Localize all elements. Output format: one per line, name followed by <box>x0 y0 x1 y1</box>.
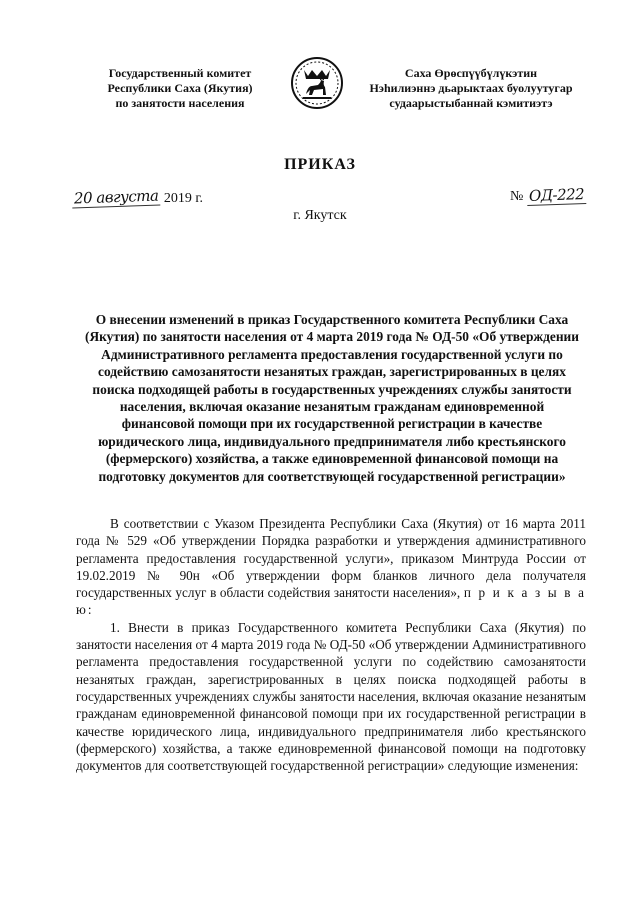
yakutia-coat-of-arms-icon <box>290 56 344 110</box>
document-title: ПРИКАЗ <box>284 156 356 173</box>
issuer-line: Государственный комитет <box>108 66 252 80</box>
order-word: п р и к а з ы в а ю: <box>76 585 587 618</box>
handwritten-date: 20 августа <box>72 186 161 208</box>
issuer-line: судаарыстыбаннай кэмитиэтэ <box>389 96 553 110</box>
issuer-line: Саха Өрөспүүбүлүкэтин <box>404 66 538 80</box>
document-body <box>76 515 586 774</box>
issuer-line: Нэһилиэннэ дьарыктаах буолуутугар <box>369 81 573 95</box>
issuer-line: по занятости населения <box>115 96 245 110</box>
date-year: 2019 г. <box>163 191 204 206</box>
document-date <box>72 188 203 207</box>
document-city: г. Якутск <box>293 208 347 223</box>
handwritten-number: ОД-222 <box>527 185 587 206</box>
number-prefix: № <box>510 189 524 204</box>
body-paragraph: 1. Внести в приказ Государственного комитета Республики Саха (Якутия) по занятости населения от 4 марта 2019 года № ОД-50 «Об утверждении Административного регламента предоставления государственной услуги по содействию самозанятости незанятых граждан, зарегистрированных в целях поиска подходящей работы в государственных учреждениях службы занятости населения, включая оказание незанятым гражданам единовременной финансовой помощи при их государственной регистрации в качестве юридического лица, индивидуального предпринимателя либо крестьянского (фермерского) хозяйства, а также единовременной финансовой помощи на подготовку документов для соответствующей государственной регистрации» следующие изменения: <box>76 619 586 774</box>
body-paragraph <box>76 515 586 619</box>
document-number <box>510 186 586 205</box>
document-subject: О внесении изменений в приказ Государственного комитета Республики Саха (Якутия) по занятости населения от 4 марта 2019 года № ОД-50 «Об утверждении Административного регламента предоставления государственной услуги по содействию самозанятости незанятых граждан, зарегистрированных в целях поиска подходящей работы в государственных учреждениях службы занятости населения, включая оказание незанятым гражданам единовременной финансовой помощи при их государственной регистрации в качестве юридического лица, индивидуального предпринимателя либо крестьянского (фермерского) хозяйства, а также единовременной финансовой помощи на подготовку документов для соответствующей государственной регистрации» <box>85 312 579 484</box>
issuer-name-russian <box>80 66 280 111</box>
issuer-name-sakha <box>356 66 586 111</box>
preamble-text: В соответствии с Указом Президента Республики Саха (Якутия) от 16 марта 2011 года № 529 «Об утверждении Порядка разработки и утверждения административного регламента предоставления государственной услуги», приказом Минтруда России от 19.02.2019 № 90н «Об утверждении форм бланков личного дела получателя государственных услуг в области содействия занятости населения», <box>76 516 586 601</box>
issuer-line: Республики Саха (Якутия) <box>107 81 253 95</box>
